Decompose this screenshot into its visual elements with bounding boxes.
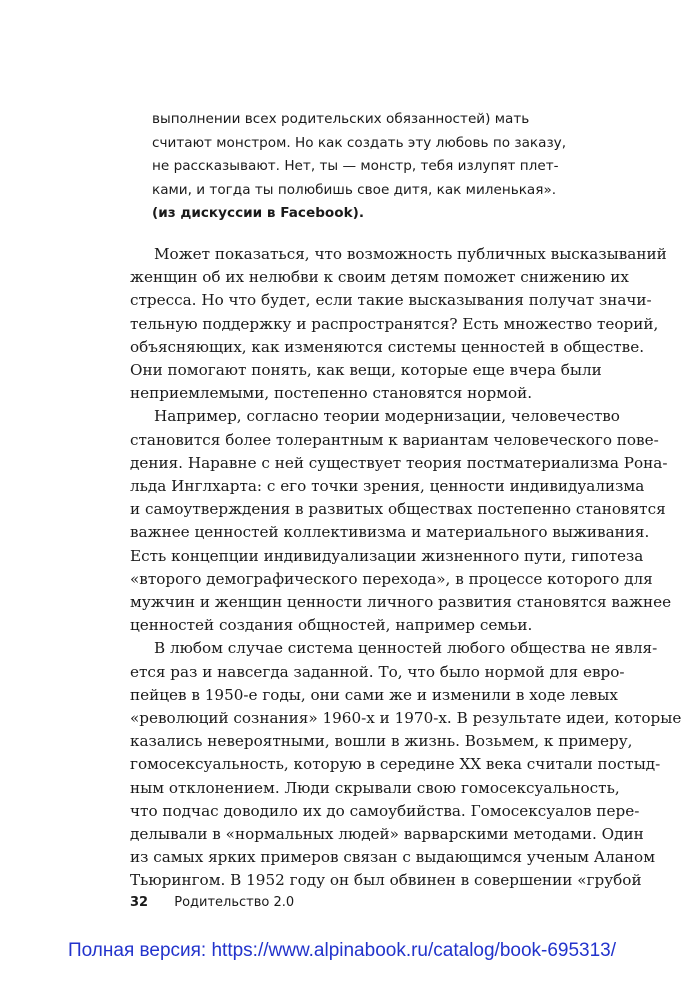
text-line: «революций сознания» 1960-х и 1970-х. В результате идеи, которые — [130, 709, 682, 728]
text-line: неприемлемыми, постепенно становятся нормой. — [130, 384, 533, 403]
text-line: что подчас доводило их до самоубийства. Гомосексуалов пере- — [130, 801, 640, 820]
text-line: В любом случае система ценностей любого общества не явля- — [154, 639, 658, 658]
text-line: ным отклонением. Люди скрывали свою гомосексуальность, — [130, 778, 620, 797]
quote-line: считают монстром. Но как создать эту любовь по заказу, — [152, 134, 567, 151]
text-line: «второго демографического перехода», в процессе которого для — [130, 569, 653, 588]
text-line: Они помогают понять, как вещи, которые еще вчера были — [130, 361, 602, 380]
text-line: Есть концепции индивидуализации жизненного пути, гипотеза — [130, 546, 644, 565]
text-line: стресса. Но что будет, если такие высказывания получат значи- — [130, 291, 652, 310]
text-line: дения. Наравне с ней существует теория постматериализма Рона- — [130, 453, 668, 472]
page-footer — [130, 895, 294, 910]
text-line: и самоутверждения в развитых обществах постепенно становятся — [130, 500, 666, 519]
text-line: Тьюрингом. В 1952 году он был обвинен в совершении «грубой — [130, 871, 642, 890]
paragraph — [130, 405, 672, 637]
text-line: гомосексуальность, которую в середине XX века считали постыд- — [130, 755, 661, 774]
text-line: казались невероятными, вошли в жизнь. Возьмем, к примеру, — [130, 732, 633, 751]
running-title: Родительство 2.0 — [174, 895, 295, 910]
text-line: становится более толерантным к вариантам человеческого пове- — [130, 430, 659, 449]
paragraph — [130, 637, 682, 892]
text-line: важнее ценностей коллективизма и материального выживания. — [130, 523, 650, 542]
text-line: объясняющих, как изменяются системы ценностей в обществе. — [130, 337, 645, 356]
text-line: делывали в «нормальных людей» варварскими методами. Один — [130, 825, 644, 844]
epigraph-quote — [152, 108, 582, 226]
text-line: женщин об их нелюбви к своим детям поможет снижению их — [130, 268, 629, 287]
text-line: тельную поддержку и распространятся? Есть множество теорий, — [130, 314, 659, 333]
text-line: Например, согласно теории модернизации, человечество — [154, 407, 620, 426]
text-line: льда Инглхарта: с его точки зрения, ценности индивидуализма — [130, 477, 645, 496]
text-line: мужчин и женщин ценности личного развития становятся важнее — [130, 593, 672, 612]
body-text — [130, 243, 682, 893]
quote-line: не рассказывают. Нет, ты — монстр, тебя излупят плет- — [152, 158, 559, 174]
full-version-link[interactable]: Полная версия: https://www.alpinabook.ru/catalog/book-695313/ — [68, 940, 617, 961]
quote-line: выполнении всех родительских обязанностей) мать — [152, 111, 530, 127]
text-line: из самых ярких примеров связан с выдающимся ученым Аланом — [130, 848, 656, 867]
quote-source: (из дискуссии в Facebook). — [152, 205, 365, 221]
text-line: ценностей создания общностей, например семьи. — [130, 616, 533, 635]
page-number: 32 — [130, 895, 149, 910]
text-line: Может показаться, что возможность публичных высказываний — [154, 245, 667, 263]
quote-line: ками, и тогда ты полюбишь свое дитя, как миленькая». — [152, 181, 557, 198]
text-line: ется раз и навсегда заданной. То, что было нормой для евро- — [130, 662, 625, 681]
text-line: пейцев в 1950-е годы, они сами же и изменили в ходе левых — [130, 685, 618, 704]
paragraph — [130, 243, 667, 405]
